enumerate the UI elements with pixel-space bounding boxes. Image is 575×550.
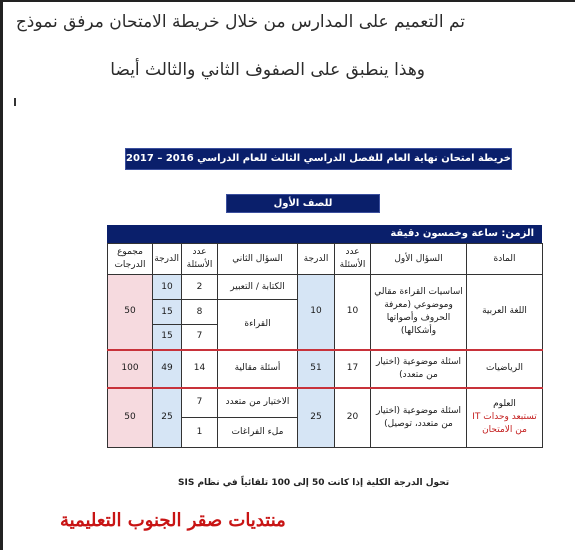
table-row-arabic-1 [108,275,543,300]
table-header-row [108,244,543,275]
science-count-1: 20 [335,388,371,448]
exam-map-table-wrapper [107,225,542,448]
arabic-count-2c: 7 [182,325,218,350]
arabic-count-1: 10 [335,275,371,350]
exam-map-title: خريطة امتحان نهاية العام للفصل الدراسي الثالث للعام الدراسي 2016 – 2017 [125,148,512,170]
science-count-2a: 7 [182,388,218,418]
arabic-count-2a: 2 [182,275,218,300]
margin-mark [14,98,16,106]
announcement-line-1: تم التعميم على المدارس من خلال خريطة الامتحان مرفق نموذج [15,12,465,32]
exam-map-table [107,243,543,448]
science-question-2a: الاختيار من متعدد [218,388,298,418]
subject-science [467,388,543,448]
image-border-top [0,0,575,2]
arabic-score-2a: 10 [153,275,182,300]
table-row-math [108,350,543,388]
image-border-left [0,0,3,550]
arabic-question-1: اساسيات القراءة مقالي وموضوعي (معرفة الحروف وأصواتها وأشكالها) [371,275,467,350]
header-score-1: الدرجة [298,244,335,275]
science-total: 50 [108,388,153,448]
arabic-score-2c: 15 [153,325,182,350]
forum-watermark: منتديات صقر الجنوب التعليمية [60,510,286,531]
header-question-2: السؤال الثاني [218,244,298,275]
subject-arabic: اللغة العربية [467,275,543,350]
header-count-1: عدد الأسئلة [335,244,371,275]
table-row-science-1 [108,388,543,418]
math-total: 100 [108,350,153,388]
announcement-line-2: وهذا ينطبق على الصفوف الثاني والثالث أيضا [110,60,425,80]
science-score-1: 25 [298,388,335,448]
science-count-2b: 1 [182,418,218,448]
science-question-2b: ملء الفراغات [218,418,298,448]
arabic-question-2a: الكتابة / التعبير [218,275,298,300]
subject-math: الرياضيات [467,350,543,388]
exam-duration: الزمن: ساعة وخمسون دقيقة [107,225,542,243]
arabic-question-2b: القراءة [218,300,298,350]
header-subject: المادة [467,244,543,275]
header-total: مجموع الدرجات [108,244,153,275]
subject-science-label: العلوم [493,399,516,410]
arabic-score-1: 10 [298,275,335,350]
science-question-1: اسئلة موضوعية (اختيار من متعدد، توصيل) [371,388,467,448]
header-score-2: الدرجة [153,244,182,275]
math-score-2: 49 [153,350,182,388]
arabic-score-2b: 15 [153,300,182,325]
math-count-1: 17 [335,350,371,388]
math-question-1: اسئلة موضوعية (اختيار من متعدد) [371,350,467,388]
grade-label: للصف الأول [226,194,380,213]
header-count-2: عدد الأسئلة [182,244,218,275]
science-score-2: 25 [153,388,182,448]
arabic-count-2b: 8 [182,300,218,325]
sis-conversion-note: تحول الدرجة الكلية إذا كانت 50 إلى 100 تلقائياً في نظام SIS [178,478,450,488]
arabic-total: 50 [108,275,153,350]
math-count-2: 14 [182,350,218,388]
math-score-1: 51 [298,350,335,388]
science-exclusion-note: تستبعد وحدات IT من الامتحان [472,412,537,436]
math-question-2: أسئلة مقالية [218,350,298,388]
header-question-1: السؤال الأول [371,244,467,275]
